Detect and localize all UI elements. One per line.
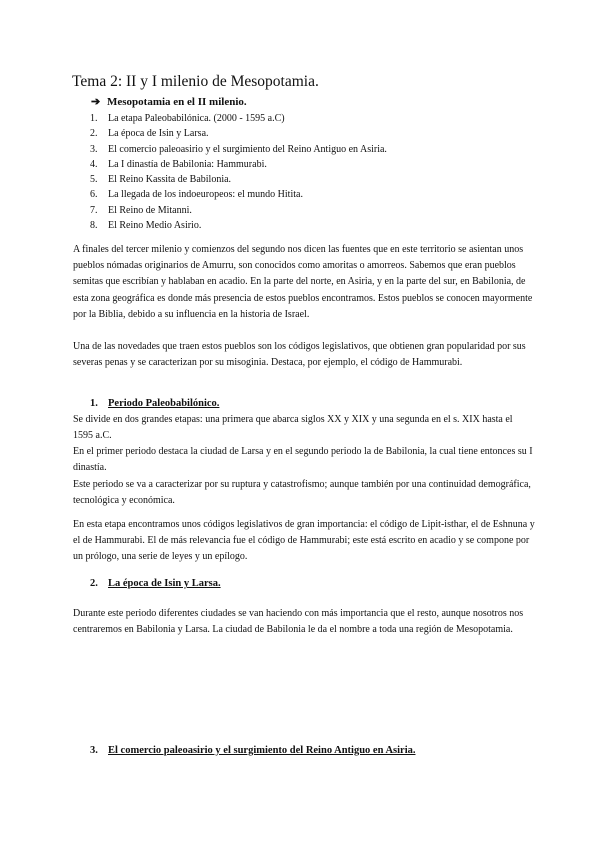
toc-label: La llegada de los indoeuropeos: el mundo Hitita. (108, 189, 303, 201)
section-heading-3 (90, 745, 416, 756)
toc-label: La etapa Paleobabilónica. (2000 - 1595 a.C) (108, 113, 285, 124)
intro-paragraph-2: Una de las novedades que traen estos pueblos son los códigos legislativos, que obtienen gran popularidad por sus severas penas y se caracterizan por su misoginia. Destaca, por ejemplo, el código de Hammurabi. (73, 341, 526, 369)
toc-item (90, 142, 387, 157)
toc-item (90, 218, 387, 233)
toc-label: El Reino Kassita de Babilonia. (108, 174, 232, 186)
section-1-paragraph-2: En el primer periodo destaca la ciudad de Larsa y en el segundo periodo la de Babilonia, la cual tiene entonces su I dinastía. (73, 446, 533, 474)
toc-label: La I dinastía de Babilonia: Hammurabi. (108, 158, 267, 170)
section-heading-2 (90, 578, 221, 589)
section-number: 1. (90, 398, 98, 409)
section-number: 3. (90, 745, 98, 756)
subheading-text: Mesopotamia en el II milenio. (107, 96, 247, 108)
toc-number: 4. (90, 158, 98, 170)
arrow-icon: ➔ (91, 96, 101, 108)
toc-item (90, 111, 387, 126)
section-heading-1 (90, 398, 219, 409)
toc-number: 1. (90, 113, 98, 124)
toc-item (90, 172, 387, 187)
section-2-paragraph-1: Durante este periodo diferentes ciudades se van haciendo con más importancia que el resto, aunque nosotros nos centraremos en Babilonia y Larsa. La ciudad de Babilonia le da el nombre a toda una región de Mesopotamia. (73, 608, 524, 636)
toc-number: 5. (90, 174, 98, 186)
page-title: Tema 2: II y I milenio de Mesopotamia. (72, 73, 319, 90)
table-of-contents (90, 111, 387, 233)
toc-number: 8. (90, 220, 98, 232)
toc-number: 7. (90, 204, 98, 216)
toc-number: 2. (90, 128, 98, 140)
section-title: El comercio paleoasirio y el surgimiento del Reino Antiguo en Asiria. (108, 745, 416, 756)
toc-label: El comercio paleoasirio y el surgimiento del Reino Antiguo en Asiria. (108, 143, 387, 155)
toc-number: 6. (90, 189, 98, 201)
section-title: Periodo Paleobabilónico. (108, 398, 220, 409)
section-1-paragraph-3: Este periodo se va a caracterizar por su ruptura y catastrofismo; aunque también por una continuidad demográfica, tecnológica y económica. (73, 479, 531, 507)
section-number: 2. (90, 578, 98, 589)
intro-paragraph-1: A finales del tercer milenio y comienzos del segundo nos dicen las fuentes que en este territorio se asientan unos pueblos nómadas originarios de Amurru, son conocidos como amoritas o amorreos. Sabemos que eran pueblos semitas que escribían y hablaban en acadio. En la parte del norte, en Asiria, y en la parte del sur, en Babilonia, de esta zona geográfica es donde más presencia de estos pueblos encontramos. Estos pueblos se conocen mayormente por la Biblia, debido a su influencia en la historia de Israel. (73, 244, 533, 320)
section-1-paragraph-1: Se divide en dos grandes etapas: una primera que abarca siglos XX y XIX y una segunda en el s. XIX hasta el 1595 a.C. (73, 414, 513, 442)
toc-number: 3. (90, 143, 98, 155)
toc-label: La época de Isin y Larsa. (108, 128, 209, 140)
toc-item (90, 203, 387, 218)
toc-label: El Reino Medio Asirio. (108, 220, 202, 232)
toc-item (90, 126, 387, 141)
section-title: La época de Isin y Larsa. (108, 578, 221, 589)
toc-item (90, 187, 387, 202)
section-1-paragraph-4: En esta etapa encontramos unos códigos legislativos de gran importancia: el código de Lipit-isthar, el de Eshnuna y el de Hammurabi. El de más relevancia fue el código de Hammurabi; este está escrito en acadio y se compone por un prólogo, una serie de leyes y un epílogo. (73, 519, 535, 563)
subheading (91, 95, 247, 108)
toc-label: El Reino de Mitanni. (108, 204, 192, 216)
toc-item (90, 157, 387, 172)
